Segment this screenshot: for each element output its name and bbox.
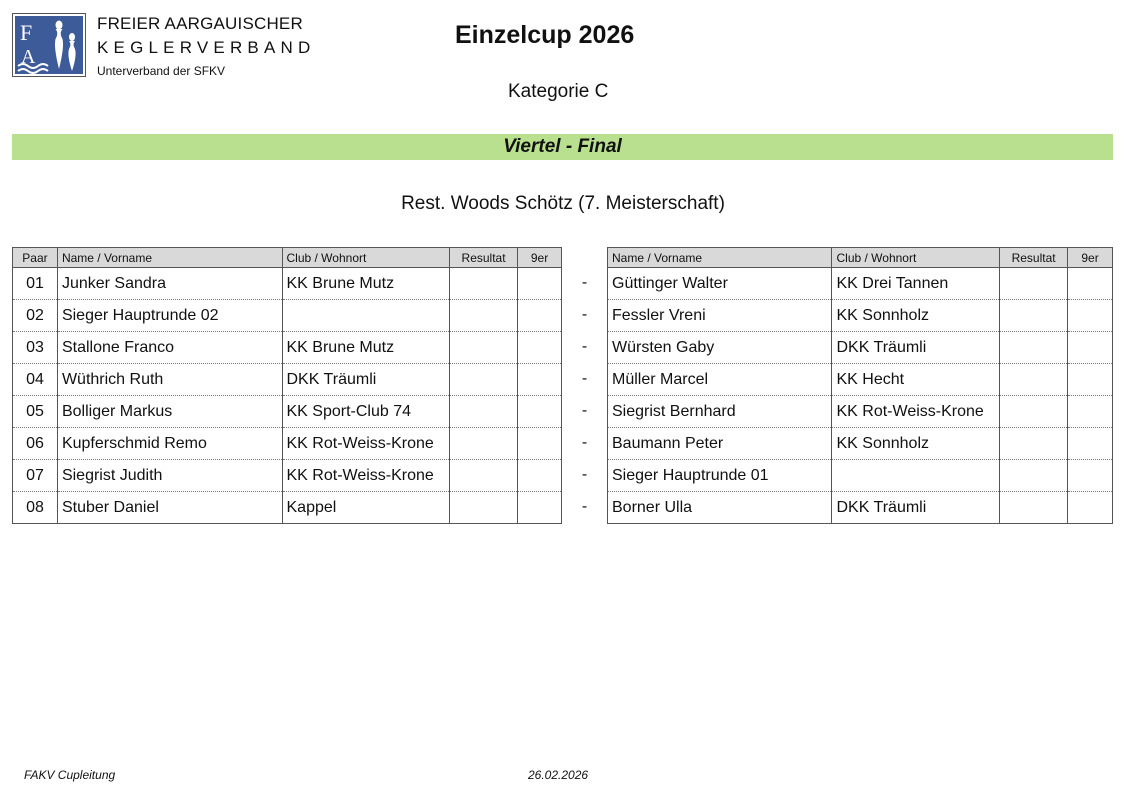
- pair-number: 05: [13, 396, 58, 428]
- pair-number: 01: [13, 268, 58, 300]
- org-subtitle: Unterverband der SFKV: [97, 64, 226, 78]
- player-name: Sieger Hauptrunde 01: [608, 460, 832, 492]
- neuner-cell: [518, 300, 562, 332]
- table-row: [13, 332, 562, 364]
- col-header-resultat: Resultat: [450, 248, 518, 268]
- col-header-paar: Paar: [13, 248, 58, 268]
- neuner-cell: [518, 364, 562, 396]
- table-row: [13, 492, 562, 524]
- player-name: Müller Marcel: [608, 364, 832, 396]
- venue-label: Rest. Woods Schötz (7. Meisterschaft): [401, 193, 725, 214]
- pair-separator: -: [581, 338, 588, 355]
- result-cell: [1000, 492, 1068, 524]
- player-name: Borner Ulla: [608, 492, 832, 524]
- table-row: [13, 268, 562, 300]
- table-row: [608, 268, 1113, 300]
- table-row: [608, 428, 1113, 460]
- player-name: Güttinger Walter: [608, 268, 832, 300]
- pair-separator: -: [581, 306, 588, 323]
- result-cell: [1000, 364, 1068, 396]
- player-club: KK Hecht: [832, 364, 1000, 396]
- neuner-cell: [518, 268, 562, 300]
- col-header-9er: 9er: [518, 248, 562, 268]
- col-header-name: Name / Vorname: [57, 248, 282, 268]
- svg-text:A: A: [21, 46, 36, 68]
- neuner-cell: [1068, 268, 1113, 300]
- neuner-cell: [1068, 300, 1113, 332]
- neuner-cell: [1068, 460, 1113, 492]
- table-row: [13, 300, 562, 332]
- player-club: KK Rot-Weiss-Krone: [282, 460, 450, 492]
- left-pairs-table: [12, 247, 562, 524]
- player-club: KK Sport-Club 74: [282, 396, 450, 428]
- fakv-logo: [12, 13, 86, 77]
- table-row: [608, 364, 1113, 396]
- player-club: DKK Träumli: [832, 492, 1000, 524]
- result-cell: [1000, 332, 1068, 364]
- footer-organizer: FAKV Cupleitung: [24, 768, 116, 782]
- result-cell: [450, 268, 518, 300]
- result-cell: [450, 460, 518, 492]
- table-header-row: [13, 248, 562, 268]
- table-row: [13, 460, 562, 492]
- col-header-club: Club / Wohnort: [282, 248, 450, 268]
- neuner-cell: [518, 332, 562, 364]
- neuner-cell: [1068, 364, 1113, 396]
- category-label: Kategorie C: [508, 81, 609, 102]
- player-club: KK Brune Mutz: [282, 332, 450, 364]
- player-club: [832, 460, 1000, 492]
- result-cell: [1000, 396, 1068, 428]
- result-cell: [450, 332, 518, 364]
- player-club: [282, 300, 450, 332]
- pair-number: 04: [13, 364, 58, 396]
- pair-separator: -: [581, 402, 588, 419]
- table-row: [608, 492, 1113, 524]
- table-row: [13, 364, 562, 396]
- neuner-cell: [1068, 332, 1113, 364]
- player-club: KK Drei Tannen: [832, 268, 1000, 300]
- col-header-name: Name / Vorname: [608, 248, 832, 268]
- player-name: Fessler Vreni: [608, 300, 832, 332]
- pair-number: 02: [13, 300, 58, 332]
- neuner-cell: [518, 460, 562, 492]
- pair-number: 08: [13, 492, 58, 524]
- neuner-cell: [518, 492, 562, 524]
- pair-number: 07: [13, 460, 58, 492]
- result-cell: [1000, 300, 1068, 332]
- neuner-cell: [1068, 428, 1113, 460]
- player-club: Kappel: [282, 492, 450, 524]
- table-row: [13, 428, 562, 460]
- table-header-row: [608, 248, 1113, 268]
- svg-text:F: F: [20, 20, 33, 45]
- player-club: KK Brune Mutz: [282, 268, 450, 300]
- result-cell: [450, 364, 518, 396]
- neuner-cell: [518, 396, 562, 428]
- round-banner: Viertel - Final: [12, 134, 1113, 160]
- table-row: [608, 332, 1113, 364]
- result-cell: [450, 492, 518, 524]
- player-club: KK Rot-Weiss-Krone: [282, 428, 450, 460]
- table-row: [13, 396, 562, 428]
- org-name-line2: KEGLERVERBAND: [97, 38, 316, 57]
- pair-separator: -: [581, 370, 588, 387]
- pair-separator: -: [581, 434, 588, 451]
- pair-separator: -: [581, 466, 588, 483]
- result-cell: [450, 428, 518, 460]
- pair-number: 03: [13, 332, 58, 364]
- player-name: Kupferschmid Remo: [57, 428, 282, 460]
- result-cell: [450, 300, 518, 332]
- table-row: [608, 460, 1113, 492]
- player-club: KK Sonnholz: [832, 300, 1000, 332]
- player-name: Baumann Peter: [608, 428, 832, 460]
- table-row: [608, 300, 1113, 332]
- pair-separator: -: [581, 498, 588, 515]
- separator-column: [562, 267, 607, 523]
- page-title: Einzelcup 2026: [455, 21, 635, 49]
- result-cell: [1000, 460, 1068, 492]
- result-cell: [450, 396, 518, 428]
- result-cell: [1000, 268, 1068, 300]
- player-name: Siegrist Judith: [57, 460, 282, 492]
- player-name: Wüthrich Ruth: [57, 364, 282, 396]
- pair-number: 06: [13, 428, 58, 460]
- player-name: Bolliger Markus: [57, 396, 282, 428]
- col-header-resultat: Resultat: [1000, 248, 1068, 268]
- player-name: Stuber Daniel: [57, 492, 282, 524]
- neuner-cell: [1068, 492, 1113, 524]
- player-name: Siegrist Bernhard: [608, 396, 832, 428]
- player-name: Würsten Gaby: [608, 332, 832, 364]
- player-club: DKK Träumli: [282, 364, 450, 396]
- pair-separator: -: [581, 274, 588, 291]
- col-header-club: Club / Wohnort: [832, 248, 1000, 268]
- col-header-9er: 9er: [1068, 248, 1113, 268]
- player-club: KK Rot-Weiss-Krone: [832, 396, 1000, 428]
- neuner-cell: [518, 428, 562, 460]
- player-name: Junker Sandra: [57, 268, 282, 300]
- neuner-cell: [1068, 396, 1113, 428]
- player-club: KK Sonnholz: [832, 428, 1000, 460]
- player-name: Stallone Franco: [57, 332, 282, 364]
- player-club: DKK Träumli: [832, 332, 1000, 364]
- footer-date: 26.02.2026: [528, 768, 589, 782]
- table-row: [608, 396, 1113, 428]
- right-pairs-table: [607, 247, 1113, 524]
- result-cell: [1000, 428, 1068, 460]
- org-name-line1: FREIER AARGAUISCHER: [97, 14, 303, 33]
- player-name: Sieger Hauptrunde 02: [57, 300, 282, 332]
